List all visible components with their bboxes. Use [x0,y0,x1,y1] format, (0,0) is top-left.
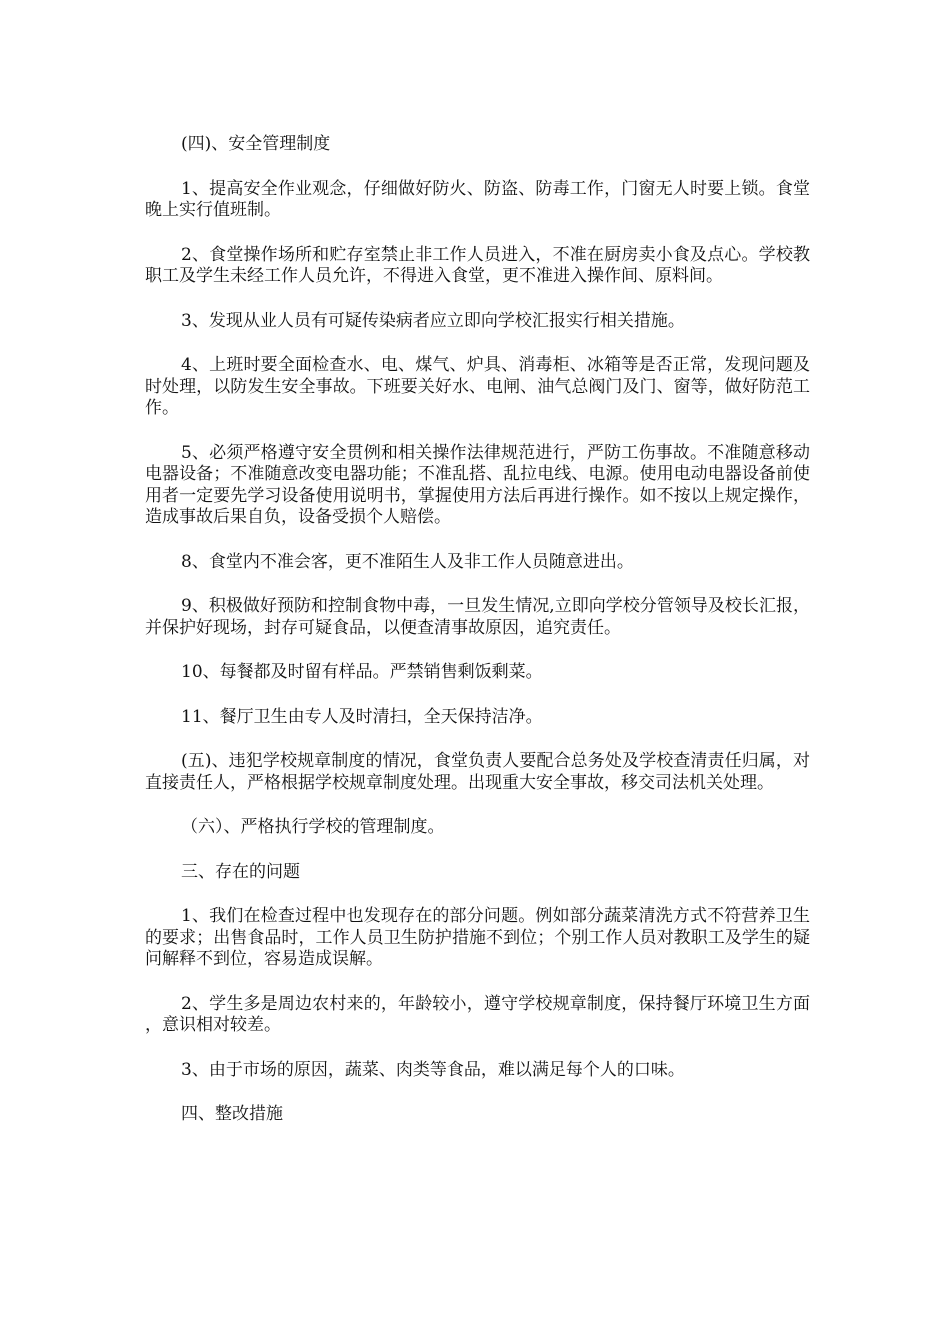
problem-item-2: 2、学生多是周边农村来的，年龄较小，遵守学校规章制度，保持餐厅环境卫生方面，意识相对较差。 [145,993,810,1035]
section-heading-safety-management: (四)、安全管理制度 [181,134,331,154]
section-heading-existing-problems: 三、存在的问题 [181,861,300,882]
paragraph-item-8: 8、食堂内不准会客，更不准陌生人及非工作人员随意进出。 [181,551,634,572]
paragraph-item-9: 9、积极做好预防和控制食物中毒，一旦发生情况,立即向学校分管领导及校长汇报，并保护好现场，封存可疑食品，以便查清事故原因，追究责任。 [145,596,810,638]
document-body [145,134,810,1149]
paragraph-item-5: 5、必须严格遵守安全贯例和相关操作法律规范进行，严防工伤事故。不准随意移动电器设备；不准随意改变电器功能；不准乱搭、乱拉电线、电源。使用电动电器设备前使用者一定要先学习设备使用说明书，掌握使用方法后再进行操作。如不按以上规定操作，造成事故后果自负，设备受损个人赔偿。 [145,442,810,527]
paragraph-item-3: 3、发现从业人员有可疑传染病者应立即向学校汇报实行相关措施。 [181,310,685,331]
section-heading-rectification: 四、整改措施 [181,1104,283,1124]
problem-item-3: 3、由于市场的原因，蔬菜、肉类等食品，难以满足每个人的口味。 [181,1059,685,1080]
problem-item-1: 1、我们在检查过程中也发现存在的部分问题。例如部分蔬菜清洗方式不符营养卫生的要求；出售食品时，工作人员卫生防护措施不到位；个别工作人员对教职工及学生的疑问解释不到位，容易造成误解。 [145,906,810,969]
paragraph-item-10: 10、每餐都及时留有样品。严禁销售剩饭剩菜。 [181,662,543,682]
paragraph-item-1: 1、提高安全作业观念，仔细做好防火、防盗、防毒工作，门窗无人时要上锁。食堂晚上实行值班制。 [145,178,810,220]
section-heading-enforce-rules: （六）、严格执行学校的管理制度。 [181,817,445,837]
paragraph-item-11: 11、餐厅卫生由专人及时清扫，全天保持洁净。 [181,706,543,727]
paragraph-item-2: 2、食堂操作场所和贮存室禁止非工作人员进入，不准在厨房卖小食及点心。学校教职工及学生未经工作人员允许，不得进入食堂，更不准进入操作间、原料间。 [145,244,810,286]
section-heading-violations: (五)、违犯学校规章制度的情况，食堂负责人要配合总务处及学校查清责任归属，对直接责任人，严格根据学校规章制度处理。出现重大安全事故，移交司法机关处理。 [145,751,810,793]
paragraph-item-4: 4、上班时要全面检查水、电、煤气、炉具、消毒柜、冰箱等是否正常，发现问题及时处理，以防发生安全事故。下班要关好水、电闸、油气总阀门及门、窗等，做好防范工作。 [145,355,810,418]
